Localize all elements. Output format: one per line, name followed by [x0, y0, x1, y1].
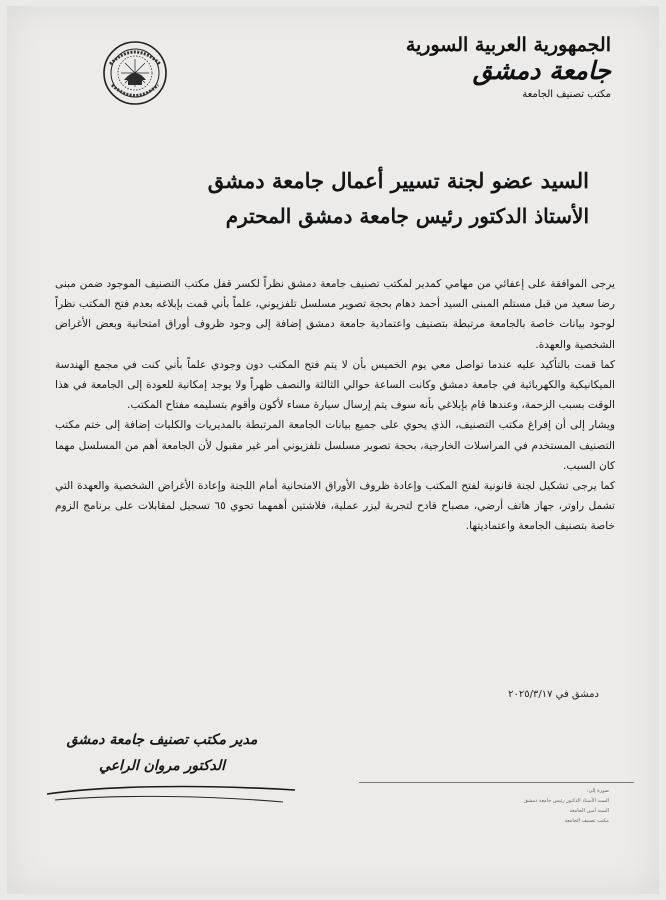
signer-title: مدير مكتب تصنيف جامعة دمشق — [66, 732, 258, 748]
letter-date: دمشق في ٢٠٢٥/٣/١٧ — [508, 689, 599, 700]
letterhead-office: مكتب تصنيف الجامعة — [522, 89, 611, 100]
letter-page — [7, 6, 659, 894]
copies-item: السيد الأستاذ الدكتور رئيس جامعة دمشق — [523, 798, 609, 804]
copies-item: مكتب تصنيف الجامعة — [564, 818, 609, 824]
addressee-line-2: الأستاذ الدكتور رئيس جامعة دمشق المحترم — [225, 204, 589, 228]
body-paragraph: كما قمت بالتأكيد عليه عندما تواصل معي يوم الخميس بأن لا يتم فتح المكتب دون وجودي علماً بأني كنت في مجمع الهندسة الميكانيكية والكهربائية في جامعة دمشق وكانت الساعة حوالي الثالثة والنصف ظهراً ولا يوجد إمكانية للعودة إلى الجامعة في هذا الوقت بسبب الزحمة، وعندها قام بإبلاغي بأنه سوف يتم إرسال سيارة مساء لأكون وأقوم بتسليمه مفتاح المكتب. — [55, 358, 615, 412]
university-seal — [102, 40, 168, 106]
body-paragraph: ويشار إلى أن إفراغ مكتب التصنيف، الذي يحوي على جميع بيانات الجامعة المرتبطة بالمديريات والكليات إضافة إلى ختم مكتب التصنيف المستخدم في المراسلات الخارجية، بحجة تصوير مسلسل تلفزيوني أمر غير مقبول لأن الجامعة أهم من المسلسل مهما كان السبب. — [55, 419, 615, 472]
body-paragraph: كما يرجى تشكيل لجنة قانونية لفتح المكتب وإعادة ظروف الأوراق الامتحانية أمام اللجنة وإعادة الأغراض الشخصية والعهدة التي تشمل راوتر، جهاز هاتف أرضي، مصباح قادح لتجربة ليزر عملية، فلاشتين أهمهما تحوي ٦٥ تسجيل لمقابلات على برنامج الزوم خاصة بتصنيف الجامعة واعتماديتها. — [55, 480, 615, 533]
signer-name: الدكتور مروان الراعي — [98, 758, 226, 774]
copies-heading: صورة إلى: — [586, 788, 609, 794]
signature-block — [47, 730, 277, 776]
copies-item: السيد أمين الجامعة — [569, 808, 609, 814]
signature-stroke — [43, 780, 303, 810]
body-paragraph: يرجى الموافقة على إعفائي من مهامي كمدير لمكتب تصنيف جامعة دمشق نظراً لكسر قفل مكتب التصنيف الموجود ضمن مبنى رضا سعيد من قبل مستلم المبنى السيد أحمد دهام بحجة تصوير مسلسل تلفزيوني، علماً بأني قمت بإبلاغه بعدم فتح المكتب نظراً لوجود بيانات خاصة بالجامعة مرتبطة بتصنيف واعتمادية جامعة دمشق إضافة إلى وجود ظروف أوراق امتحانية وبعض الأغراض الشخصية والعهدة. — [55, 278, 615, 351]
letterhead-university: جامعة دمشق — [472, 56, 611, 85]
letterhead-country: الجمهورية العربية السورية — [405, 34, 611, 56]
copies-list — [469, 786, 609, 826]
letter-body — [55, 274, 615, 537]
letterhead — [371, 34, 611, 102]
addressee-line-1: السيد عضو لجنة تسيير أعمال جامعة دمشق — [207, 168, 589, 193]
copies-divider — [359, 782, 634, 783]
